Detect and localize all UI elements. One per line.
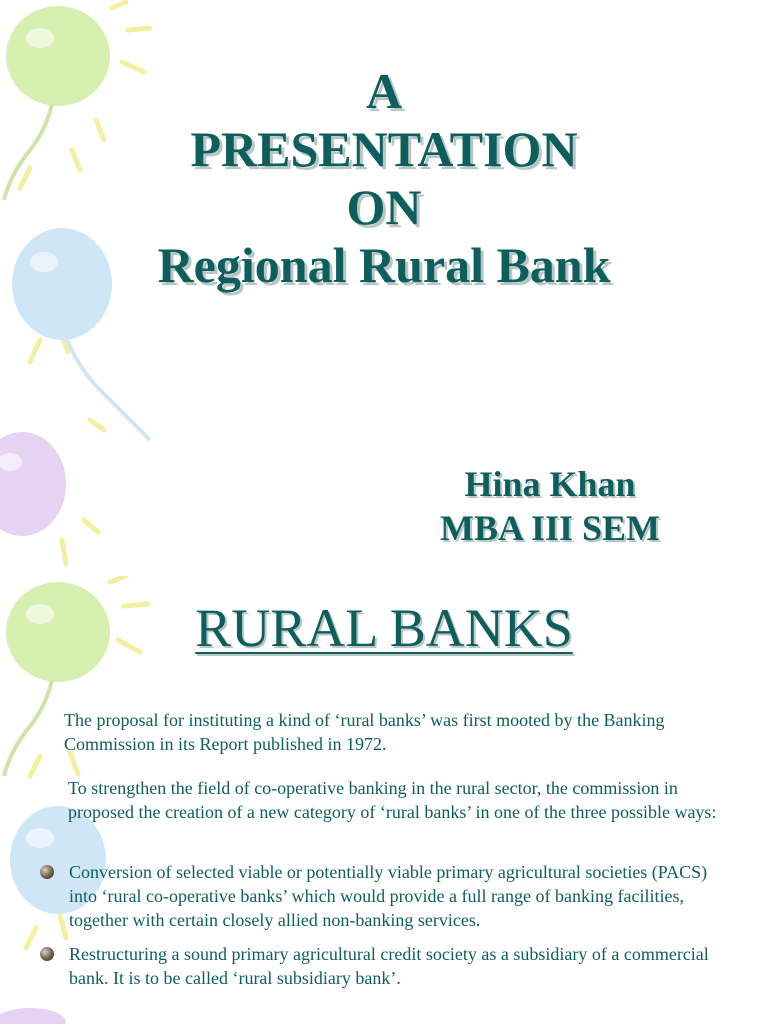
rural-banks-slide (0, 576, 768, 1024)
slide-title (0, 62, 768, 294)
bullet-icon (40, 865, 54, 879)
title-line-4: Regional Rural Bank (157, 237, 611, 293)
list-item (40, 860, 730, 932)
author-info (400, 462, 700, 550)
bullet-list (40, 860, 730, 1000)
bullet-icon (40, 947, 54, 961)
title-line-1: A (365, 63, 403, 119)
intro-paragraph: The proposal for instituting a kind of ‘rural banks’ was first mooted by the Banking Commission in its Report published in 1972. (64, 710, 665, 754)
author-course: MBA III SEM (439, 508, 661, 548)
author-name: Hina Khan (464, 464, 636, 504)
list-item (40, 942, 730, 990)
title-line-2: PRESENTATION (190, 121, 578, 177)
title-line-3: ON (346, 179, 422, 235)
proposal-paragraph: To strengthen the field of co-operative banking in the rural sector, the commission in proposed the creation of a new category of ‘rural banks’ in one of the three possible ways: (68, 778, 717, 822)
bullet-text: Restructuring a sound primary agricultural credit society as a subsidiary of a commercial bank. It is to be called ‘rural subsidiary bank’. (69, 944, 709, 988)
bullet-text: Conversion of selected viable or potentially viable primary agricultural societies (PACS) into ‘rural co-operative banks’ which would provide a full range of banking facilities, together with certain closely allied non-banking services. (69, 862, 708, 930)
slide-heading: RURAL BANKS (195, 598, 573, 658)
